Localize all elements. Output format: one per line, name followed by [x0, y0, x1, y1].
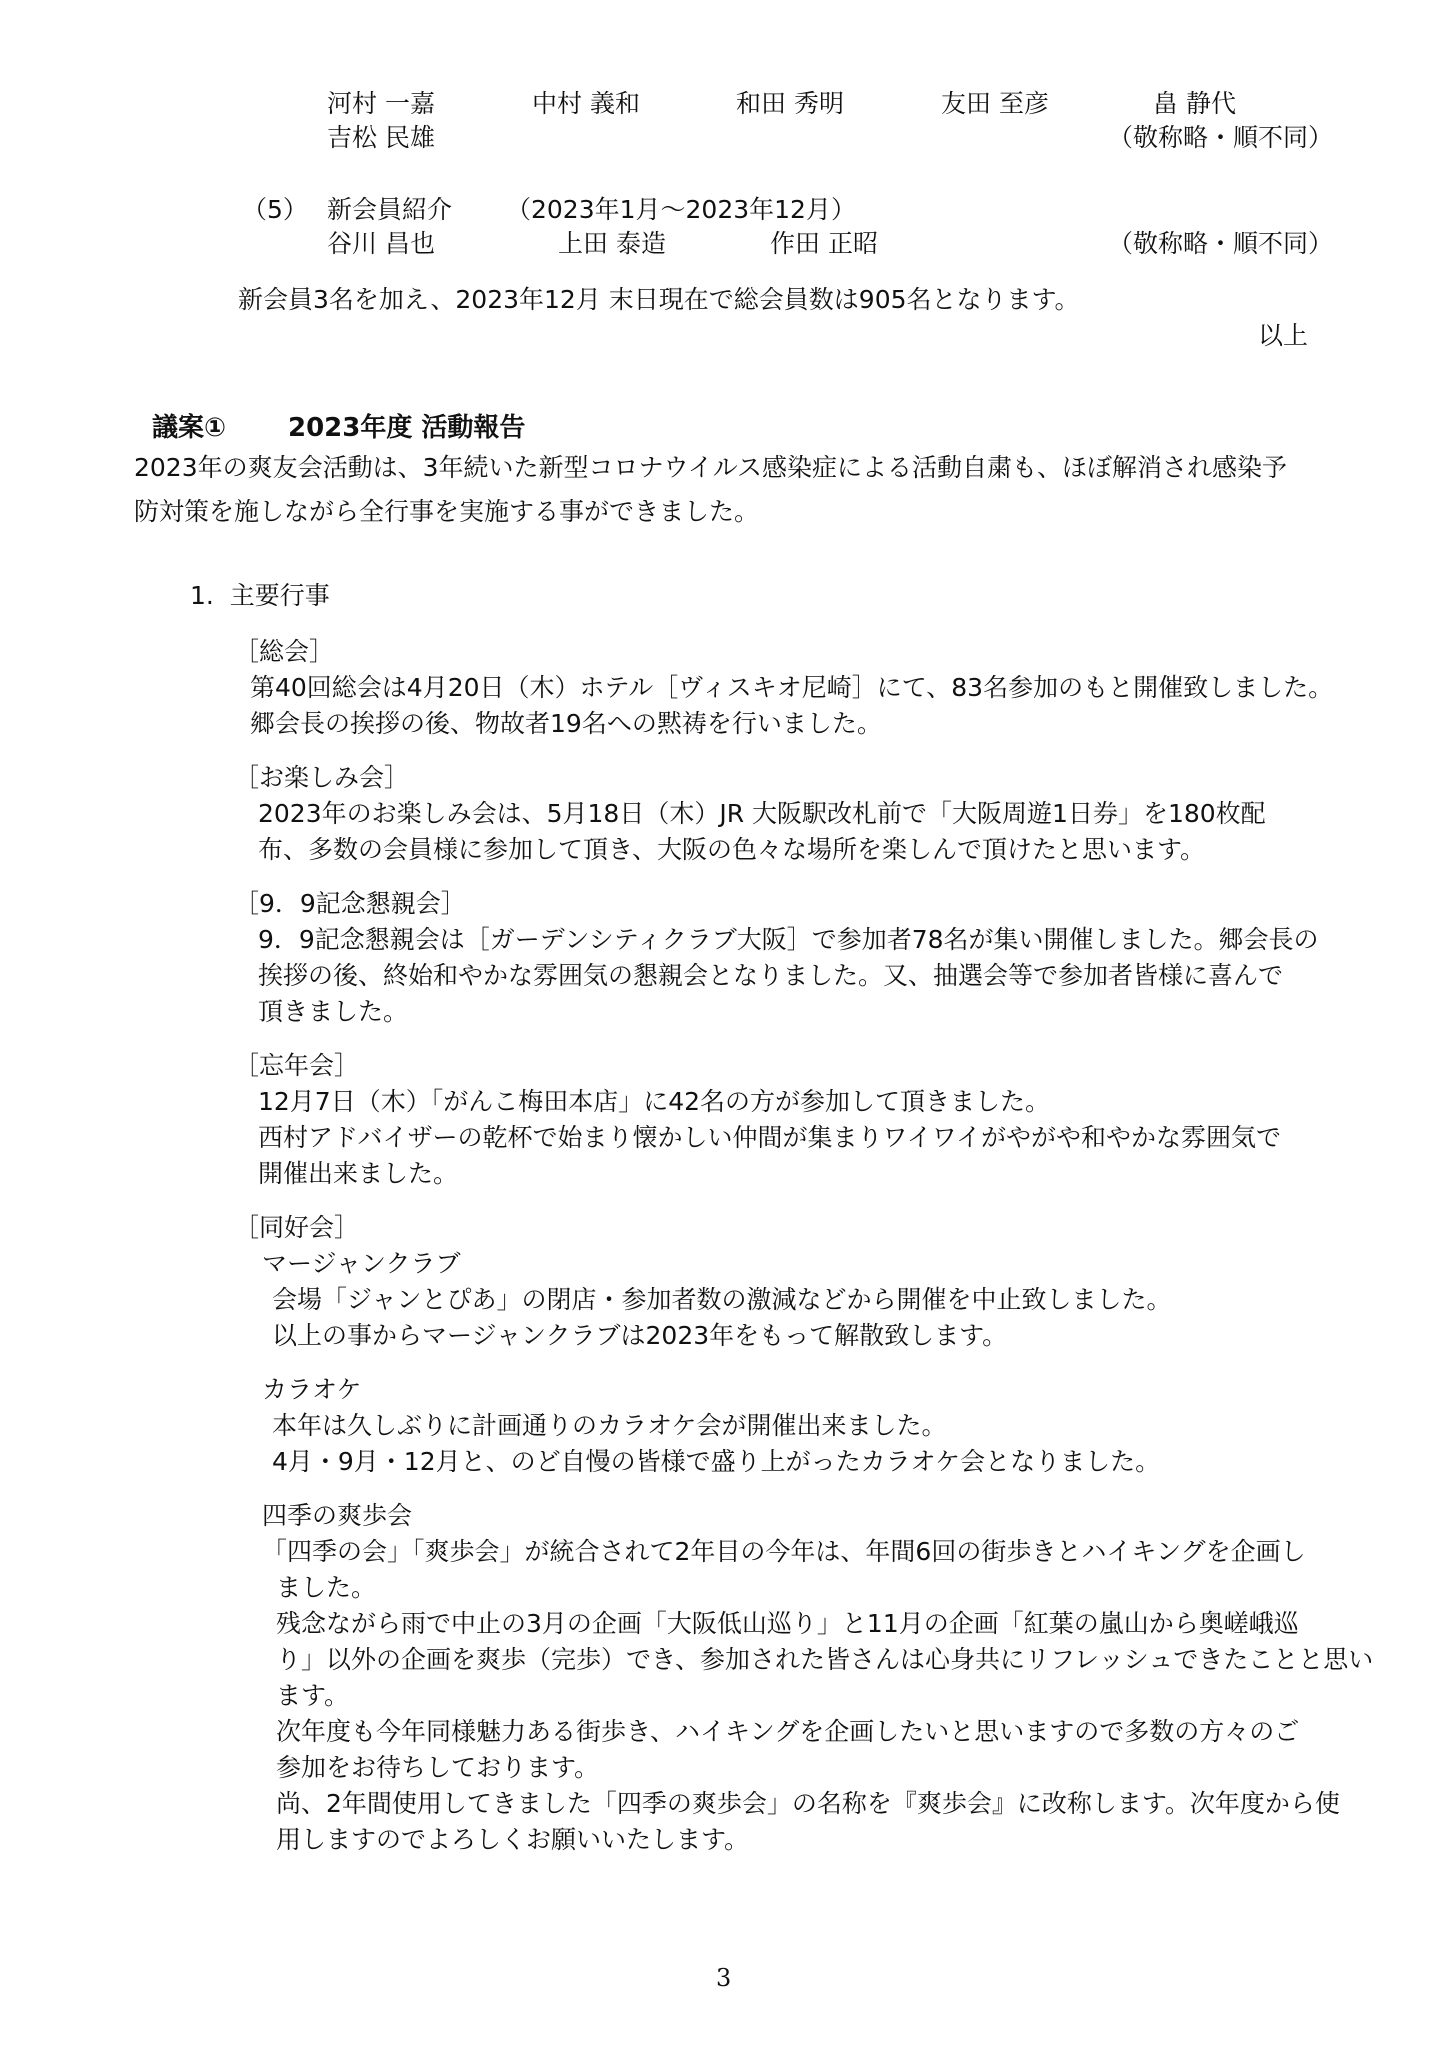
- honorific-note: （敬称略・順不同）: [1108, 229, 1334, 258]
- club-title: マージャンクラブ: [262, 1249, 461, 1278]
- event-line: 9．9記念懇親会は［ガーデンシティクラブ大阪］で参加者78名が集い開催しました。郷会長の: [258, 925, 1319, 954]
- member-name: 河村 一嘉: [327, 89, 435, 118]
- member-name: 谷川 昌也: [327, 229, 435, 258]
- club-line: 本年は久しぶりに計画通りのカラオケ会が開催出来ました。: [272, 1411, 947, 1440]
- event-line: 挨拶の後、終始和やかな雰囲気の懇親会となりました。又、抽選会等で参加者皆様に喜んで: [258, 961, 1284, 990]
- club-line: ました。: [276, 1573, 377, 1602]
- event-heading: ［総会］: [234, 637, 335, 666]
- agenda-title: 2023年度 活動報告: [288, 413, 526, 443]
- event-line: 布、多数の会員様に参加して頂き、大阪の色々な場所を楽しんで頂けたと思います。: [258, 835, 1206, 864]
- member-name: 和田 秀明: [736, 89, 844, 118]
- section-title: 1. 主要行事: [190, 581, 330, 610]
- event-line: 西村アドバイザーの乾杯で始まり懐かしい仲間が集まりワイワイがやがや和やかな雰囲気で: [258, 1123, 1282, 1152]
- member-name: 畠 静代: [1153, 89, 1236, 118]
- event-line: 12月7日（木）「がんこ梅田本店」に42名の方が参加して頂きました。: [258, 1087, 1051, 1116]
- event-line: 第40回総会は4月20日（木）ホテル［ヴィスキオ尼崎］にて、83名参加のもと開催致しました。: [250, 673, 1334, 702]
- club-title: 四季の爽歩会: [262, 1501, 413, 1530]
- club-line: 用しますのでよろしくお願いいたします。: [276, 1825, 750, 1854]
- event-heading: ［同好会］: [234, 1213, 360, 1242]
- new-members-period: （2023年1月～2023年12月）: [506, 195, 856, 224]
- honorific-note: （敬称略・順不同）: [1108, 123, 1334, 152]
- club-title: カラオケ: [262, 1375, 362, 1404]
- event-line: 開催出来ました。: [258, 1159, 459, 1188]
- club-line: 「四季の会」「爽歩会」が統合されて2年目の今年は、年間6回の街歩きとハイキングを企画し: [262, 1537, 1306, 1566]
- event-line: 郷会長の挨拶の後、物故者19名への黙祷を行いました。: [250, 709, 882, 738]
- closing-mark: 以上: [1258, 321, 1309, 350]
- new-members-title: 新会員紹介: [327, 195, 453, 224]
- club-line: 残念ながら雨で中止の3月の企画「大阪低山巡り」と11月の企画「紅葉の嵐山から奥嵯峨巡: [276, 1609, 1299, 1638]
- member-summary: 新会員3名を加え、2023年12月 末日現在で総会員数は905名となります。: [238, 285, 1080, 314]
- club-line: り」以外の企画を爽歩（完歩）でき、参加された皆さんは心身共にリフレッシュできたことと思い: [276, 1645, 1374, 1674]
- member-name: 吉松 民雄: [327, 123, 435, 152]
- agenda-label: 議案①: [152, 413, 227, 443]
- club-line: 4月・9月・12月と、のど自慢の皆様で盛り上がったカラオケ会となりました。: [272, 1447, 1161, 1476]
- club-line: 尚、2年間使用してきました「四季の爽歩会」の名称を『爽歩会』に改称します。次年度から使: [276, 1789, 1340, 1818]
- event-heading: ［9．9記念懇親会］: [234, 889, 466, 918]
- member-name: 中村 義和: [532, 89, 640, 118]
- club-line: 参加をお待ちしております。: [276, 1753, 600, 1782]
- club-line: 会場「ジャンとぴあ」の閉店・参加者数の激減などから開催を中止致しました。: [272, 1285, 1172, 1314]
- item-number: （5）: [242, 195, 308, 224]
- page-number: 3: [716, 1964, 732, 1992]
- club-line: 次年度も今年同様魅力ある街歩き、ハイキングを企画したいと思いますので多数の方々のご: [276, 1717, 1300, 1746]
- event-line: 頂きました。: [258, 997, 409, 1026]
- member-name: 上田 泰造: [558, 229, 666, 258]
- club-line: ます。: [276, 1681, 350, 1710]
- member-name: 作田 正昭: [770, 229, 878, 258]
- member-name: 友田 至彦: [941, 89, 1049, 118]
- agenda-intro-line: 防対策を施しながら全行事を実施する事ができました。: [134, 497, 760, 526]
- agenda-intro-line: 2023年の爽友会活動は、3年続いた新型コロナウイルス感染症による活動自粛も、ほぼ解消され感染予: [134, 453, 1288, 482]
- event-heading: ［お楽しみ会］: [234, 763, 410, 792]
- event-heading: ［忘年会］: [234, 1051, 360, 1080]
- event-line: 2023年のお楽しみ会は、5月18日（木）JR 大阪駅改札前で「大阪周遊1日券」を180枚配: [258, 799, 1266, 828]
- club-line: 以上の事からマージャンクラブは2023年をもって解散致します。: [272, 1321, 1008, 1350]
